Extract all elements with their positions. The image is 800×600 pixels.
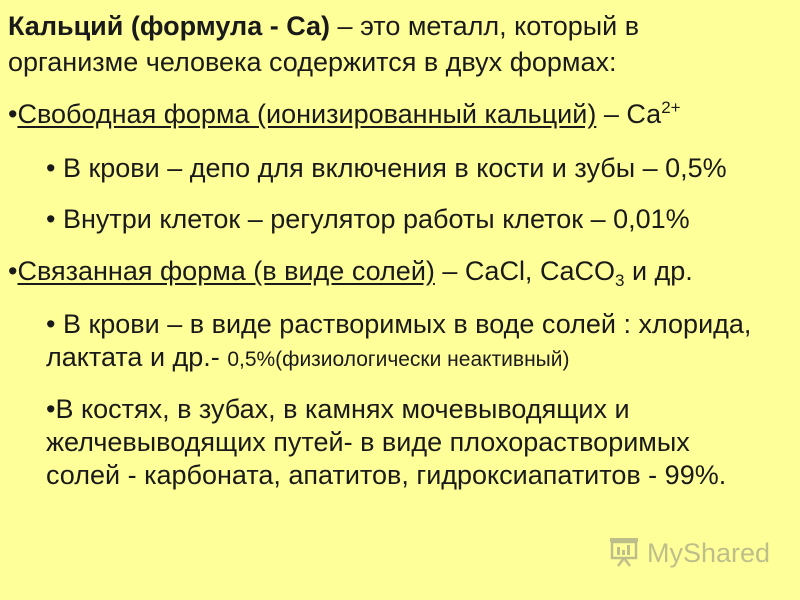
bound-item-blood-text: лактата и др.- [46,342,228,372]
intro-line-2: организме человека содержится в двух формах: [8,47,617,77]
intro-heading: Кальций (формула - Са) [8,11,331,41]
bound-item-blood-line-2 [46,341,570,376]
bound-form-heading [8,255,693,290]
bullet: • [8,256,18,286]
watermark-text: MyShared [647,537,771,568]
watermark [607,535,771,571]
formula-subscript: 3 [614,271,625,290]
bound-item-bones-line-1: •В костях, в зубах, в камнях мочевыводящих и [46,394,630,424]
bound-item-blood-note: 0,5%(физиологически неактивный) [227,348,570,371]
bullet: • [8,99,18,129]
free-form-item-blood: • В крови – депо для включения в кости и зубы – 0,5% [46,153,727,183]
bound-form-label: Связанная форма (в виде солей) [17,256,435,286]
free-form-formula: – Са [596,99,662,129]
bound-item-bones-line-3: солей - карбоната, апатитов, гидроксиапатитов - 99%. [46,460,727,490]
free-form-item-cells: • Внутри клеток – регулятор работы клеток – 0,01% [46,204,690,234]
bound-form-formula-end: и др. [624,256,693,286]
free-form-label: Свободная форма (ионизированный кальций) [17,99,597,129]
intro-line-1 [8,10,639,42]
bound-item-blood-line-1: • В крови – в виде растворимых в воде солей : хлорида, [46,309,752,339]
bound-form-formula: – CaCl, CaCO [434,256,615,286]
intro-text: – это металл, который в [330,11,640,41]
free-form-charge: 2+ [661,98,681,117]
projector-screen-icon [607,534,641,573]
free-form-heading [8,98,681,130]
bound-item-bones-line-2: желчевыводящих путей- в виде плохорастворимых [46,427,690,457]
